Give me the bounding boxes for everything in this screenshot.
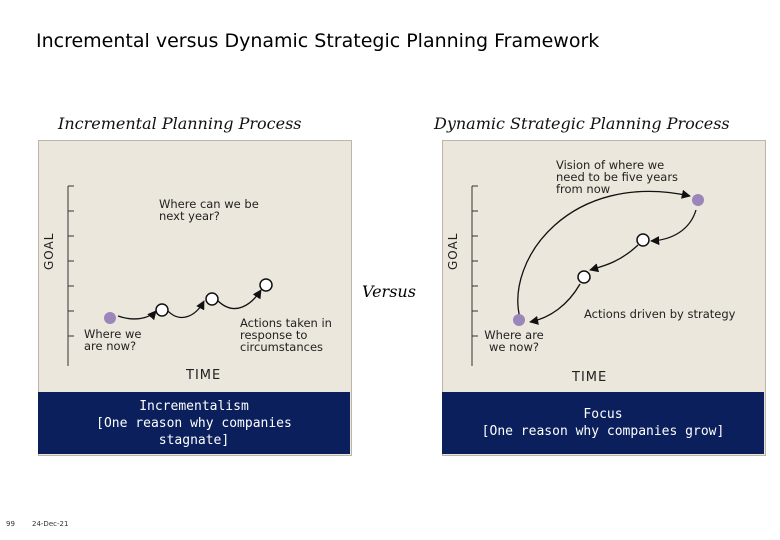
left-x-axis-label: TIME <box>186 368 222 383</box>
versus-label: Versus <box>362 282 416 301</box>
left-step-1-circle <box>156 304 168 316</box>
right-note-actions: Actions driven by strategy <box>584 307 736 321</box>
right-axes <box>472 186 478 366</box>
right-footer-subtitle: [One reason why companies grow] <box>481 424 725 439</box>
left-note-actions: Actions taken in response to circumstances <box>240 316 332 354</box>
right-step-1-circle <box>637 234 649 246</box>
right-start-dot <box>513 314 525 326</box>
right-step-2-circle <box>578 271 590 283</box>
left-step-3-circle <box>260 279 272 291</box>
right-heading: Dynamic Strategic Planning Process <box>434 114 730 133</box>
left-note-goal: Where can we be next year? <box>159 197 259 223</box>
right-footer-title: Focus <box>583 407 623 422</box>
slide-date: 24-Dec-21 <box>32 520 69 528</box>
left-step-2-circle <box>206 293 218 305</box>
right-note-vision: Vision of where we need to be five years from now <box>556 158 679 196</box>
left-axes <box>68 186 74 366</box>
right-vision-dot <box>692 194 704 206</box>
right-x-axis-label: TIME <box>572 370 608 385</box>
left-heading: Incremental Planning Process <box>58 114 302 133</box>
left-y-axis-label: GOAL <box>42 232 56 270</box>
right-note-start: Where are we now? <box>484 328 544 354</box>
left-footer-title: Incrementalism <box>139 398 249 414</box>
left-start-dot <box>104 312 116 324</box>
left-footer-subtitle: [One reason why companies stagnate] <box>96 415 292 448</box>
right-path <box>513 191 704 326</box>
right-y-axis-label: GOAL <box>446 232 460 270</box>
page-title: Incremental versus Dynamic Strategic Planning Framework <box>36 30 600 52</box>
left-note-start: Where we are now? <box>84 327 142 353</box>
page-number: 99 <box>6 520 15 528</box>
